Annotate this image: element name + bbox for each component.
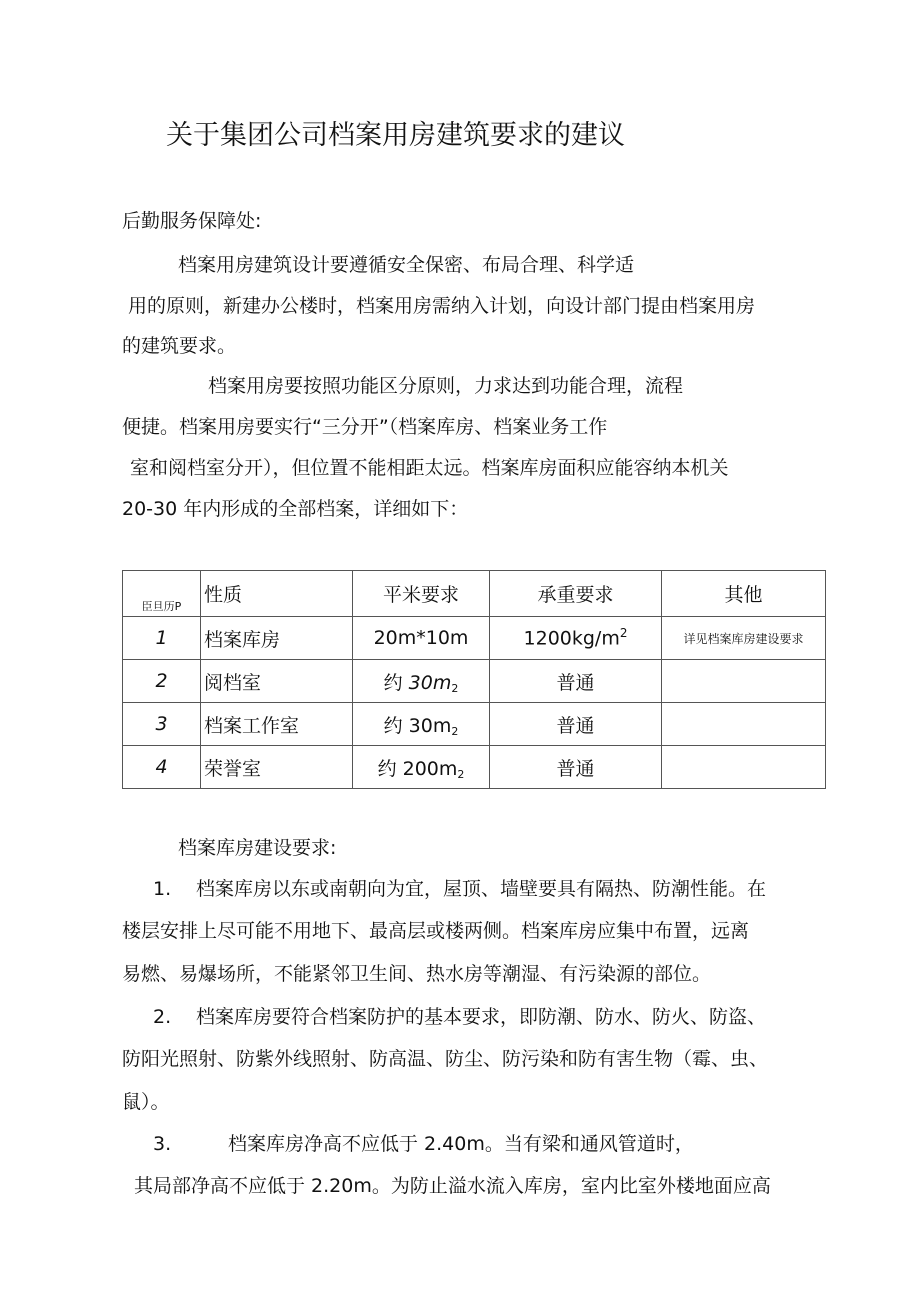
area-requirement: 20m*10m [353, 617, 490, 660]
row-number: 1 [123, 617, 201, 660]
archive-room-table [122, 570, 826, 789]
table-row [123, 703, 826, 746]
table-row [123, 660, 826, 703]
load-requirement: 普通 [490, 660, 662, 703]
para1-line3: 的建筑要求。 [122, 335, 237, 357]
area-value: 200m [402, 757, 458, 780]
req2-line3: 鼠）。 [122, 1091, 170, 1113]
para2-line1: 档案用房要按照功能区分原则，力求达到功能合理，流程 [208, 375, 684, 397]
para1-line2: 用的原则，新建办公楼时，档案用房需纳入计划，向设计部门提由档案用房 [128, 295, 756, 317]
req2-line1: 档案库房要符合档案防护的基本要求，即防潮、防水、防火、防盗、 [196, 1006, 767, 1028]
area-prefix: 约 [377, 757, 403, 780]
row-number: 3 [123, 703, 201, 746]
table-header-row [123, 571, 826, 617]
load-requirement: 普通 [490, 703, 662, 746]
addressee: 后勤服务保障处: [122, 210, 262, 232]
area-prefix: 约 [383, 671, 409, 694]
req1-number: 1. [153, 878, 172, 900]
table-row [123, 617, 826, 660]
req2-line2: 防阳光照射、防紫外线照射、防高温、防尘、防污染和防有害生物（霉、虫、 [122, 1048, 769, 1070]
req3-line1: 档案库房净高不应低于 2.40m。当有梁和通风管道时， [228, 1133, 694, 1155]
req1-line3: 易燃、易爆场所，不能紧邻卫生间、热水房等潮湿、有污染源的部位。 [122, 963, 712, 985]
row-number: 4 [123, 746, 201, 789]
para2-line2: 便捷。档案用房要实行“三分开”（档案库房、档案业务工作 [122, 416, 608, 438]
req2-number: 2. [153, 1006, 172, 1028]
other-note: 详见档案库房建设要求 [662, 617, 826, 660]
other-note [662, 746, 826, 789]
row-number: 2 [123, 660, 201, 703]
area-sub: 2 [457, 767, 465, 781]
area-value: 30m [408, 671, 452, 694]
header-no: 臣旦历P [123, 571, 201, 617]
para2-line4: 20-30 年内形成的全部档案，详细如下： [122, 498, 469, 520]
req3-number: 3. [153, 1133, 172, 1155]
header-type: 性质 [201, 571, 353, 617]
area-value: 30m [408, 714, 452, 737]
other-note [662, 703, 826, 746]
area-requirement [353, 746, 490, 789]
area-requirement [353, 703, 490, 746]
load-requirement: 普通 [490, 746, 662, 789]
para2-line3: 室和阅档室分开），但位置不能相距太远。档案库房面积应能容纳本机关 [130, 457, 729, 479]
other-note [662, 660, 826, 703]
area-prefix: 约 [383, 714, 409, 737]
room-type: 档案库房 [201, 617, 353, 660]
header-load: 承重要求 [490, 571, 662, 617]
header-other: 其他 [662, 571, 826, 617]
area-requirement [353, 660, 490, 703]
document-title: 关于集团公司档案用房建筑要求的建议 [166, 120, 625, 151]
req1-line1: 档案库房以东或南朝向为宜，屋顶、墙壁要具有隔热、防潮性能。在 [196, 878, 767, 900]
header-area: 平米要求 [353, 571, 490, 617]
area-sub: 2 [451, 681, 459, 695]
para1-line1: 档案用房建筑设计要遵循安全保密、布局合理、科学适 [178, 254, 635, 276]
table-row [123, 746, 826, 789]
req3-line2: 其局部净高不应低于 2.20m。为防止溢水流入库房，室内比室外楼地面应高 [134, 1175, 771, 1197]
room-type: 荣誉室 [201, 746, 353, 789]
load-requirement [490, 617, 662, 660]
load-exponent: 2 [619, 626, 628, 641]
room-type: 档案工作室 [201, 703, 353, 746]
requirements-heading: 档案库房建设要求: [178, 837, 337, 859]
req1-line2: 楼层安排上尽可能不用地下、最高层或楼两侧。档案库房应集中布置，远离 [122, 920, 750, 942]
room-type: 阅档室 [201, 660, 353, 703]
area-sub: 2 [451, 724, 459, 738]
load-value: 1200kg/m [523, 627, 620, 650]
